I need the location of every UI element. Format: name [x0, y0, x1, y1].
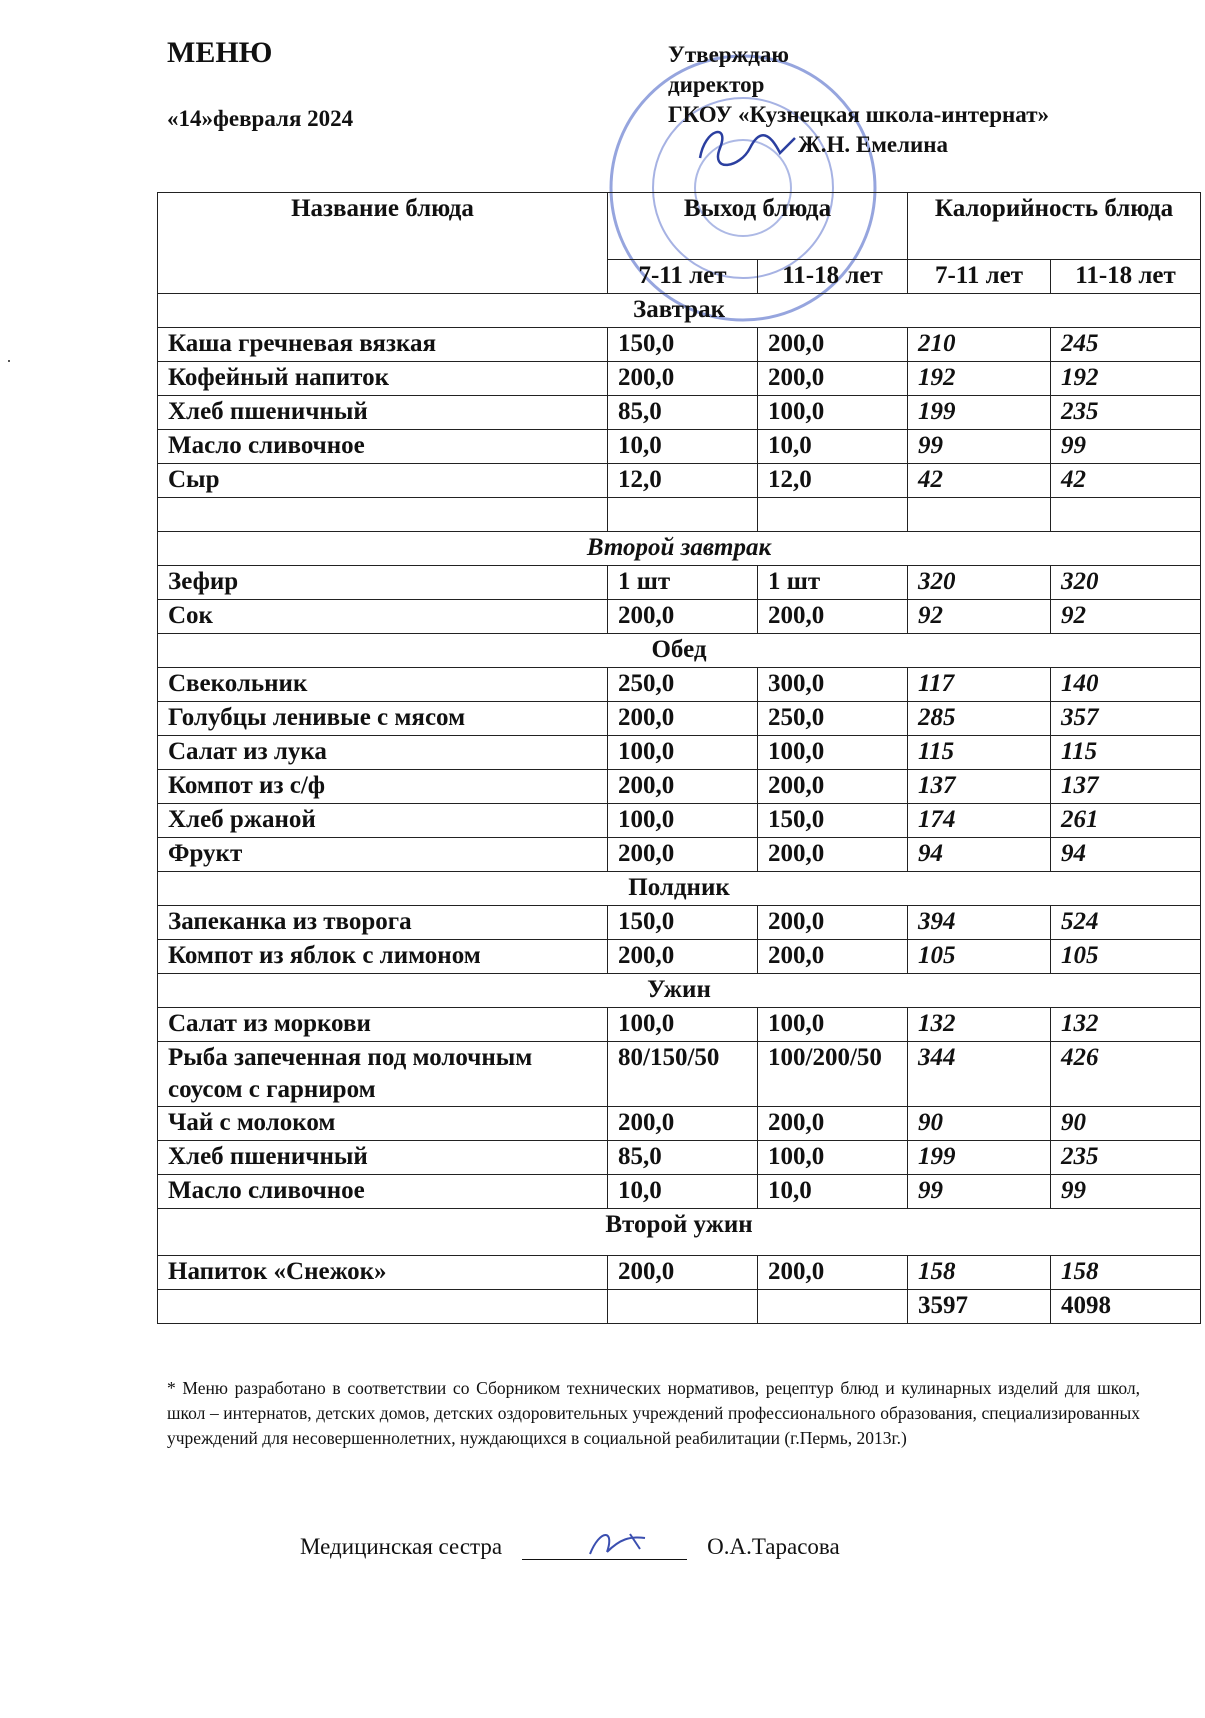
approval-block	[668, 40, 1049, 160]
yield-11-18: 100,0	[758, 396, 908, 430]
calories-7-11: 344	[908, 1042, 1051, 1107]
yield-11-18: 100,0	[758, 1141, 908, 1175]
yield-7-11: 10,0	[608, 430, 758, 464]
approve-organization: ГКОУ «Кузнецкая школа-интернат»	[668, 102, 1050, 127]
yield-7-11: 200,0	[608, 770, 758, 804]
table-row	[158, 1175, 1201, 1209]
header-calories: Калорийность блюда	[908, 193, 1201, 260]
yield-7-11: 100,0	[608, 1008, 758, 1042]
section-row	[158, 532, 1201, 566]
dish-name: Хлеб пшеничный	[158, 396, 608, 430]
section-row	[158, 634, 1201, 668]
yield-11-18: 200,0	[758, 838, 908, 872]
calories-11-18: 137	[1051, 770, 1201, 804]
section-row	[158, 1209, 1201, 1256]
yield-11-18: 200,0	[758, 1256, 908, 1290]
table-row	[158, 1141, 1201, 1175]
table-row	[158, 668, 1201, 702]
approve-position: директор	[668, 72, 765, 97]
calories-11-18: 235	[1051, 1141, 1201, 1175]
header-age: 7-11 лет	[908, 260, 1051, 294]
dish-name: Чай с молоком	[158, 1107, 608, 1141]
yield-7-11: 80/150/50	[608, 1042, 758, 1107]
table-row	[158, 1008, 1201, 1042]
header-age: 11-18 лет	[1051, 260, 1201, 294]
calories-11-18: 245	[1051, 328, 1201, 362]
yield-11-18: 200,0	[758, 906, 908, 940]
table-row	[158, 396, 1201, 430]
yield-7-11: 100,0	[608, 804, 758, 838]
yield-7-11: 100,0	[608, 736, 758, 770]
dish-name: Компот из с/ф	[158, 770, 608, 804]
yield-7-11: 85,0	[608, 396, 758, 430]
dish-name: Фрукт	[158, 838, 608, 872]
total-calories-11-18: 4098	[1051, 1290, 1201, 1324]
yield-7-11: 200,0	[608, 702, 758, 736]
empty-row	[158, 498, 1201, 532]
calories-7-11: 137	[908, 770, 1051, 804]
yield-7-11: 250,0	[608, 668, 758, 702]
dish-name: Зефир	[158, 566, 608, 600]
yield-7-11: 1 шт	[608, 566, 758, 600]
calories-7-11: 174	[908, 804, 1051, 838]
calories-7-11: 92	[908, 600, 1051, 634]
table-row	[158, 600, 1201, 634]
calories-11-18: 105	[1051, 940, 1201, 974]
nurse-signature-line	[300, 1534, 840, 1560]
calories-11-18: 94	[1051, 838, 1201, 872]
calories-7-11: 99	[908, 1175, 1051, 1209]
table-row	[158, 464, 1201, 498]
calories-11-18: 115	[1051, 736, 1201, 770]
calories-7-11: 115	[908, 736, 1051, 770]
menu-date: «14»февраля 2024	[167, 106, 354, 131]
calories-7-11: 99	[908, 430, 1051, 464]
yield-7-11: 10,0	[608, 1175, 758, 1209]
dish-name: Рыба запеченная под молочным соусом с гарниром	[158, 1042, 608, 1107]
calories-7-11: 105	[908, 940, 1051, 974]
table-row	[158, 1107, 1201, 1141]
calories-11-18: 92	[1051, 600, 1201, 634]
table-row	[158, 906, 1201, 940]
calories-7-11: 285	[908, 702, 1051, 736]
yield-7-11: 150,0	[608, 906, 758, 940]
table-row	[158, 328, 1201, 362]
yield-7-11: 200,0	[608, 940, 758, 974]
total-row	[158, 1290, 1201, 1324]
calories-11-18: 261	[1051, 804, 1201, 838]
section-title: Завтрак	[158, 294, 1201, 328]
calories-11-18: 90	[1051, 1107, 1201, 1141]
table-row	[158, 838, 1201, 872]
calories-11-18: 42	[1051, 464, 1201, 498]
table-header-row	[158, 193, 1201, 260]
dish-name: Запеканка из творога	[158, 906, 608, 940]
yield-7-11: 200,0	[608, 1107, 758, 1141]
approve-director-name: Ж.Н. Емелина	[798, 132, 949, 157]
yield-11-18: 10,0	[758, 430, 908, 464]
calories-11-18: 132	[1051, 1008, 1201, 1042]
footnote	[167, 1376, 1140, 1451]
section-title: Обед	[158, 634, 1201, 668]
calories-11-18: 357	[1051, 702, 1201, 736]
calories-7-11: 94	[908, 838, 1051, 872]
yield-7-11: 200,0	[608, 838, 758, 872]
yield-7-11: 12,0	[608, 464, 758, 498]
yield-11-18: 200,0	[758, 770, 908, 804]
calories-7-11: 117	[908, 668, 1051, 702]
table-row	[158, 430, 1201, 464]
calories-7-11: 394	[908, 906, 1051, 940]
dish-name: Салат из моркови	[158, 1008, 608, 1042]
dish-name: Масло сливочное	[158, 1175, 608, 1209]
table-row	[158, 702, 1201, 736]
dish-name: Свекольник	[158, 668, 608, 702]
dish-name: Хлеб ржаной	[158, 804, 608, 838]
dish-name: Голубцы ленивые с мясом	[158, 702, 608, 736]
dish-name: Хлеб пшеничный	[158, 1141, 608, 1175]
yield-7-11: 200,0	[608, 1256, 758, 1290]
calories-7-11: 132	[908, 1008, 1051, 1042]
yield-11-18: 100,0	[758, 736, 908, 770]
yield-11-18: 300,0	[758, 668, 908, 702]
section-title: Полдник	[158, 872, 1201, 906]
yield-11-18: 12,0	[758, 464, 908, 498]
calories-7-11: 320	[908, 566, 1051, 600]
dish-name: Кофейный напиток	[158, 362, 608, 396]
section-title: Второй завтрак	[158, 532, 1201, 566]
yield-11-18: 200,0	[758, 362, 908, 396]
table-row	[158, 362, 1201, 396]
yield-7-11: 200,0	[608, 600, 758, 634]
menu-table	[157, 192, 1201, 1324]
yield-7-11: 150,0	[608, 328, 758, 362]
table-row	[158, 1042, 1201, 1107]
scan-dot	[8, 360, 10, 362]
approve-line: Утверждаю	[668, 42, 789, 67]
calories-7-11: 192	[908, 362, 1051, 396]
total-calories-7-11: 3597	[908, 1290, 1051, 1324]
table-row	[158, 770, 1201, 804]
table-row	[158, 566, 1201, 600]
header-dish-name: Название блюда	[158, 193, 608, 294]
page-title: МЕНЮ	[167, 36, 273, 69]
yield-11-18: 200,0	[758, 600, 908, 634]
calories-11-18: 235	[1051, 396, 1201, 430]
table-row	[158, 1256, 1201, 1290]
calories-7-11: 42	[908, 464, 1051, 498]
nurse-role: Медицинская сестра	[300, 1534, 503, 1559]
section-title: Второй ужин	[158, 1209, 1201, 1256]
dish-name: Салат из лука	[158, 736, 608, 770]
yield-7-11: 85,0	[608, 1141, 758, 1175]
section-title: Ужин	[158, 974, 1201, 1008]
yield-11-18: 200,0	[758, 940, 908, 974]
table-row	[158, 804, 1201, 838]
yield-7-11: 200,0	[608, 362, 758, 396]
calories-11-18: 192	[1051, 362, 1201, 396]
calories-11-18: 320	[1051, 566, 1201, 600]
yield-11-18: 200,0	[758, 1107, 908, 1141]
nurse-name: О.А.Тарасова	[707, 1534, 840, 1559]
header-yield: Выход блюда	[608, 193, 908, 260]
calories-7-11: 210	[908, 328, 1051, 362]
calories-11-18: 99	[1051, 430, 1201, 464]
dish-name: Компот из яблок с лимоном	[158, 940, 608, 974]
dish-name: Сыр	[158, 464, 608, 498]
yield-11-18: 10,0	[758, 1175, 908, 1209]
header-age: 11-18 лет	[758, 260, 908, 294]
calories-7-11: 199	[908, 1141, 1051, 1175]
table-row	[158, 736, 1201, 770]
dish-name: Каша гречневая вязкая	[158, 328, 608, 362]
yield-11-18: 150,0	[758, 804, 908, 838]
section-row	[158, 872, 1201, 906]
calories-11-18: 158	[1051, 1256, 1201, 1290]
calories-11-18: 426	[1051, 1042, 1201, 1107]
calories-7-11: 199	[908, 396, 1051, 430]
dish-name: Сок	[158, 600, 608, 634]
calories-11-18: 140	[1051, 668, 1201, 702]
header-age: 7-11 лет	[608, 260, 758, 294]
yield-11-18: 1 шт	[758, 566, 908, 600]
dish-name: Напиток «Снежок»	[158, 1256, 608, 1290]
yield-11-18: 200,0	[758, 328, 908, 362]
table-row	[158, 940, 1201, 974]
yield-11-18: 250,0	[758, 702, 908, 736]
calories-7-11: 158	[908, 1256, 1051, 1290]
section-row	[158, 974, 1201, 1008]
yield-11-18: 100/200/50	[758, 1042, 908, 1107]
nurse-signature	[585, 1524, 655, 1564]
calories-7-11: 90	[908, 1107, 1051, 1141]
section-row	[158, 294, 1201, 328]
calories-11-18: 524	[1051, 906, 1201, 940]
dish-name: Масло сливочное	[158, 430, 608, 464]
footnote-text: * Меню разработано в соответствии со Сборником технических нормативов, рецептур блюд и кулинарных изделий для школ, школ – интернатов, детских домов, детских оздоровительных учреждений профессионального образования, специализированных учреждений для несовершеннолетних, нуждающихся в социальной реабилитации (г.Пермь, 2013г.)	[167, 1378, 1140, 1448]
yield-11-18: 100,0	[758, 1008, 908, 1042]
calories-11-18: 99	[1051, 1175, 1201, 1209]
